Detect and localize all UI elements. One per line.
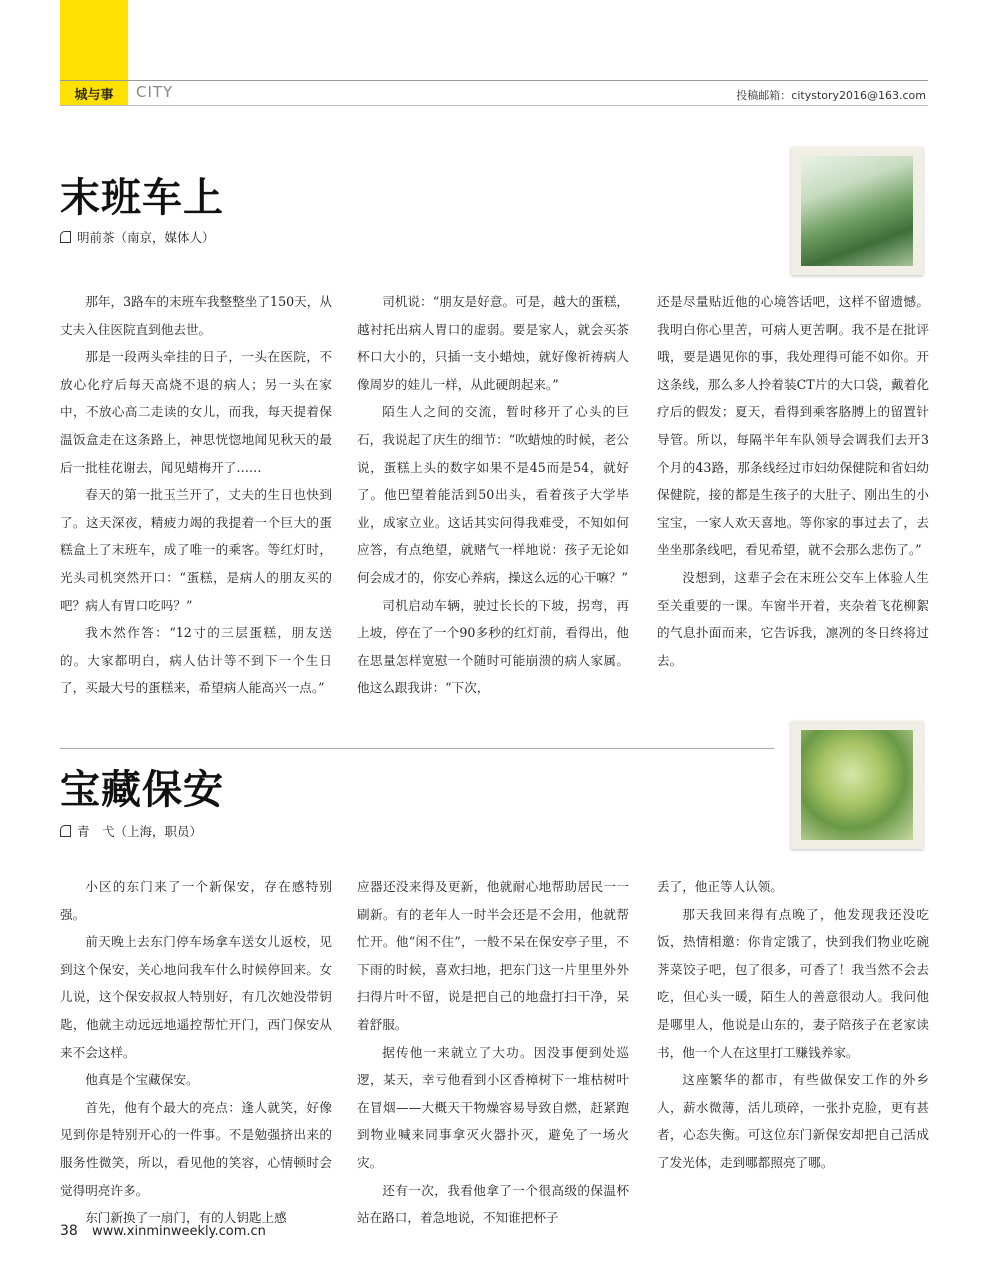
paragraph: 没想到，这辈子会在末班公交车上体验人生至关重要的一课。车窗半开着，夹杂着飞花柳絮的气息扑面而来，它告诉我，凛冽的冬日终将过去。: [657, 569, 929, 668]
article2-byline: [60, 822, 202, 840]
paragraph: 丢了，他正等人认领。: [657, 879, 783, 894]
article2-column-2: [357, 873, 629, 1232]
paragraph: 那天我回来得有点晚了，他发现我还没吃饭，热情相邀：你肯定饿了，快到我们物业吃碗荠菜饺子吧，包了很多，可香了！我当然不会去吃，但心头一暖，陌生人的善意很动人。我问他是哪里人，他说是山东的，妻子陪孩子在老家读书，他一个人在这里打工赚钱养家。: [657, 906, 929, 1060]
article-divider: [60, 748, 774, 749]
page-footer: [60, 1223, 266, 1239]
header-rule-bottom: [60, 105, 928, 106]
paragraph: 还是尽量贴近他的心境答话吧，这样不留遗憾。我明白你心里苦，可病人更苦啊。我不是在批评哦，要是遇见你的事，我处理得可能不如你。开这条线，那么多人拎着装CT片的大口袋，戴着化疗后的假发；夏天，看得到乘客胳膊上的留置针导管。所以，每隔半年车队领导会调我们去开3个月的43路，那条线经过市妇幼保健院和省妇幼保健院，接的都是生孩子的大肚子、刚出生的小宝宝，一家人欢天喜地。等你家的事过去了，去坐坐那条线吧，看见希望，就不会那么悲伤了。”: [657, 294, 929, 558]
paragraph: 前天晚上去东门停车场拿车送女儿返校，见到这个保安，关心地问我车什么时候停回来。女儿说，这个保安叔叔人特别好，有几次她没带钥匙，他就主动远远地遥控帮忙开门，西门保安从来不会这样。: [60, 934, 332, 1060]
article1-column-2: [357, 288, 629, 702]
section-label-en: CITY: [136, 83, 174, 101]
paragraph: 东门新换了一扇门，有的人钥匙上感: [85, 1210, 287, 1226]
paragraph: 这座繁华的都市，有些做保安工作的外乡人，薪水微薄，活儿琐碎，一张扑克脸，更有甚者，心态失衡。可这位东门新保安却把自己活成了发光体，走到哪都照亮了哪。: [657, 1072, 929, 1170]
article1-stamp-photo: [791, 147, 923, 275]
paragraph: 小区的东门来了一个新保安，存在感特别强。: [60, 879, 332, 922]
paragraph: 司机启动车辆，驶过长长的下坡，拐弯，再上坡，停在了一个90多秒的红灯前，看得出，他在思量怎样宽慰一个随时可能崩溃的病人家属。他这么跟我讲：“下次，: [357, 597, 629, 696]
pen-icon: [60, 231, 71, 243]
article1-title: 末班车上: [60, 175, 224, 221]
article1-column-3: [657, 288, 929, 674]
paragraph: 应器还没来得及更新，他就耐心地帮助居民一一刷新。有的老年人一时半会还是不会用，他就帮忙开。他“闲不住”，一般不呆在保安亭子里，不下雨的时候，喜欢扫地，把东门这一片里里外外扫得片叶不留，说是把自己的地盘打扫干净，呆着舒服。: [357, 879, 629, 1032]
paragraph: 司机说：“朋友是好意。可是，越大的蛋糕，越衬托出病人胃口的虚弱。要是家人，就会买茶杯口大小的，只插一支小蜡烛，就好像祈祷病人像周岁的娃儿一样，从此硬朗起来。”: [357, 294, 629, 392]
website-url: www.xinminweekly.com.cn: [91, 1224, 266, 1239]
paragraph: 据传他一来就立了大功。因没事便到处巡逻，某天，幸亏他看到小区香樟树下一堆枯树叶在冒烟——大概天干物燥容易导致自燃，赶紧跑到物业喊来同事拿灭火器扑灭，避免了一场火灾。: [357, 1044, 629, 1170]
article2-column-3: [657, 873, 929, 1177]
paragraph: 陌生人之间的交流，暂时移开了心头的巨石，我说起了庆生的细节：“吹蜡烛的时候，老公说，蛋糕上头的数字如果不是45而是54，就好了。他巴望着能活到50出头，看着孩子大学毕业，成家立业。这话其实问得我难受，不知如何应答，有点绝望，就赌气一样地说：孩子无论如何会成才的，你安心养病，操这么远的心干嘛？”: [357, 404, 629, 585]
willow-photo: [801, 156, 913, 266]
paragraph: 那是一段两头牵挂的日子，一头在医院，不放心化疗后每天高烧不退的病人；另一头在家中，不放心高二走读的女儿，而我，每天提着保温饭盒走在这条路上，神思恍惚地闻见秋天的最后一批桂花谢去，闻见蜡梅开了……: [60, 349, 332, 475]
article1-byline: [60, 228, 215, 246]
section-label-cn: 城与事: [60, 81, 128, 105]
contribution-email: 投稿邮箱：citystory2016@163.com: [736, 89, 926, 102]
paragraph: 首先，他有个最大的亮点：逢人就笑，好像见到你是特别开心的一件事。不是勉强挤出来的服务性微笑，所以，看见他的笑容，心情顿时会觉得明亮许多。: [60, 1099, 332, 1198]
paragraph: 还有一次，我看他拿了一个很高级的保温杯站在路口，着急地说，不知谁把杯子: [357, 1182, 629, 1226]
page-number: 38: [60, 1223, 78, 1239]
paragraph: 他真是个宝藏保安。: [85, 1072, 199, 1088]
paragraph: 那年，3路车的末班车我整整坐了150天，从丈夫入住医院直到他去世。: [60, 294, 332, 337]
article2-author: 青 弋（上海，职员）: [77, 824, 203, 839]
paragraph: 春天的第一批玉兰开了，丈夫的生日也快到了。这天深夜，精疲力竭的我提着一个巨大的蛋糕盒上了末班车，成了唯一的乘客。等红灯时，光头司机突然开口：“蛋糕，是病人的朋友买的吧？病人有胃口吃吗？”: [60, 487, 332, 613]
article2-stamp-photo: [791, 721, 923, 849]
section-color-tab: [60, 0, 128, 80]
pen-icon: [60, 825, 71, 837]
article1-column-1: [60, 288, 332, 702]
article2-title: 宝藏保安: [60, 767, 224, 813]
article2-column-1: [60, 873, 332, 1232]
article1-author: 明前茶（南京，媒体人）: [77, 230, 215, 245]
paragraph: 我木然作答：“12寸的三层蛋糕，朋友送的。大家都明白，病人估计等不到下一个生日了，买最大号的蛋糕来，希望病人能高兴一点。”: [60, 625, 332, 696]
header-rule-top: [60, 80, 928, 81]
leaf-photo: [801, 730, 913, 840]
